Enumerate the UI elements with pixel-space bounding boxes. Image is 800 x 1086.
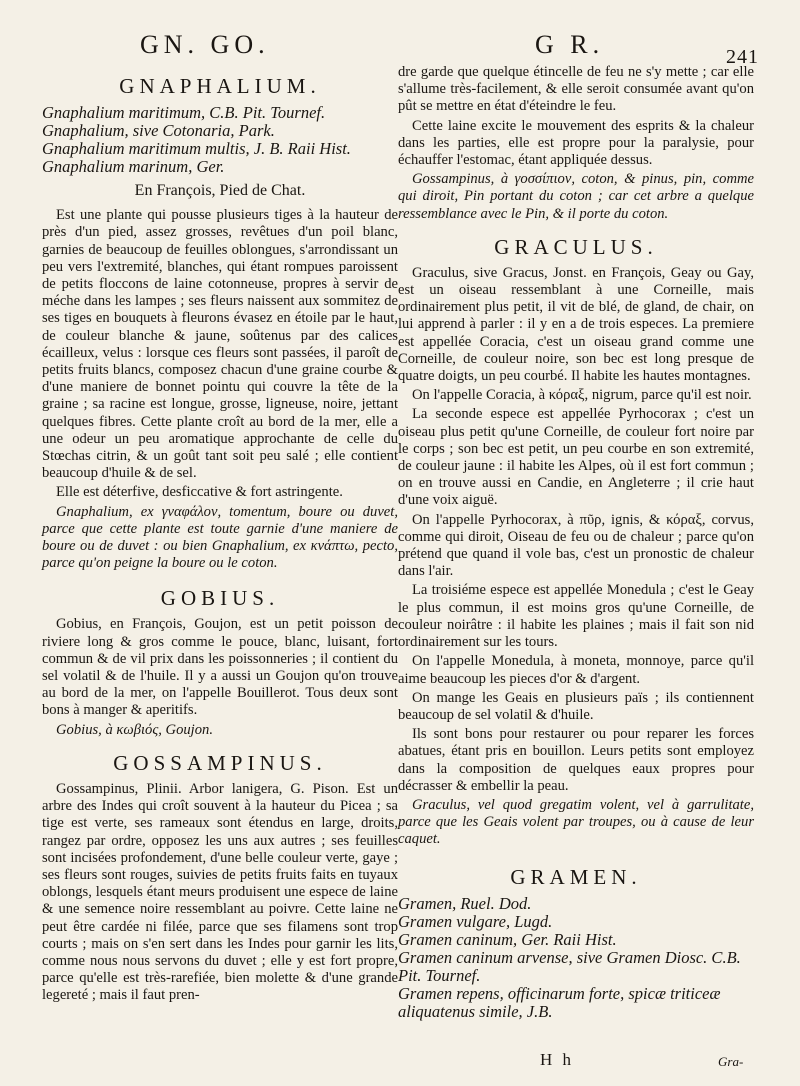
synonym: Gnaphalium marinum, Ger. bbox=[42, 157, 225, 176]
signature-mark: H h bbox=[540, 1050, 575, 1069]
paragraph: Gobius, en François, Goujon, est un petit poisson de riviere long & gros comme le pouce, blanc, luisant, fort commun & de vil prix dans les poissonneries ; il contient du sel volatil & de l'huile. Il y a aussi un Goujon qu'on trouve au bord de la mer, on l'appelle Bouillerot. Tous deux sont bons à manger & aperitifs. bbox=[42, 616, 398, 719]
paragraph: On l'appelle Monedula, à moneta, monnoye, parce qu'il aime beaucoup les pieces d'or & d'argent. bbox=[398, 653, 754, 687]
paragraph: Cette laine excite le mouvement des esprits & la chaleur dans les parties, elle est propre pour la paralysie, pour échauffer l'estomac, étant appliquée dessus. bbox=[398, 117, 754, 169]
synonym: Gnaphalium maritimum, C.B. Pit. Tournef. bbox=[42, 103, 326, 122]
paragraph: Est une plante qui pousse plusieurs tiges à la hauteur de près d'un pied, assez grosses, revêtues d'un poil blanc, garnies de beaucoup de feuilles oblongues, s'arrondissant un peu vers l'extremité, blanches, qui étant rompues paroissent de petits floccons de laine cotonneuse, propres à servir de méche dans les lampes ; ses fleurs naissent aux sommitez de ses tiges en bouquets à fleurons évasez en étoile par le haut, de couleur blanche & jaune, soûtenus par des calices écailleux, velus : lorsque ces fleurs sont passées, il paroît de petits fruits blancs, composez chacun d'une graine courbe & d'une maniere de bonnet pointu qui couvre la tête de la graine ; sa racine est longue, grosse, ligneuse, noire, jettant quelques fibres. Cette plante croît au bord de la mer, elle a une odeur un peu aromatique approchante de celle du Stœchas citrin, & un goût tant soit peu salé ; elle contient beaucoup d'huile & de sel. bbox=[42, 207, 398, 482]
etymology-paragraph: Gnaphalium, ex γναφάλον, tomentum, boure ou duvet, parce que cette plante est toute garnie d'une maniere de boure ou de duvet : ou bien Gnaphalium, ex κνάπτω, pecto, parce qu'on peigne la boure ou le coton. bbox=[42, 503, 398, 572]
paragraph-continued: dre garde que quelque étincelle de feu ne s'y mette ; car elle s'allume très-facilement, & elle seroit consumée avant qu'on pût se mettre en état d'éteindre le feu. bbox=[398, 64, 754, 115]
synonym: Gnaphalium maritimum multis, J. B. Raii Hist. bbox=[42, 139, 351, 158]
entry-title-gnaphalium: GNAPHALIUM. bbox=[119, 74, 321, 98]
running-head-right: G R. bbox=[535, 30, 605, 59]
synonym: Gramen, Ruel. Dod. bbox=[398, 893, 532, 913]
entry-title-gossampinus: GOSSAMPINUS. bbox=[113, 750, 327, 775]
synonym: Gramen caninum, Ger. Raii Hist. bbox=[398, 929, 617, 949]
right-column bbox=[398, 64, 754, 1021]
page-number: 241 bbox=[726, 46, 759, 68]
paragraph: Elle est déterfive, desficcative & fort astringente. bbox=[56, 484, 343, 501]
left-column bbox=[42, 64, 398, 1007]
french-name: En François, Pied de Chat. bbox=[134, 182, 306, 199]
paragraph: La troisiéme espece est appellée Monedula ; c'est le Geay le plus commun, il est moins gros qu'une Corneille, de couleur noirâtre : il habite les plaines ; mais il fait son nid ordinairement sur les tours. bbox=[398, 582, 754, 651]
entry-title-graculus: GRACULUS. bbox=[494, 234, 658, 259]
synonym: Gnaphalium, sive Cotonaria, Park. bbox=[42, 121, 275, 140]
paragraph: On mange les Geais en plusieurs païs ; ils contiennent beaucoup de sel volatil & d'huile. bbox=[398, 689, 754, 723]
etymology-paragraph: Gossampinus, à γοσσίπιον, coton, & pinus, pin, comme qui diroit, Pin portant du coton ; car cet arbre a quelque ressemblance avec le Pin, & il porte du coton. bbox=[398, 171, 754, 222]
paragraph: La seconde espece est appellée Pyrhocorax ; c'est un oiseau plus petit qu'une Corneille, de couleur fort noire par le corps ; son bec est petit, un peu courbe en son extremité, de couleur jaune : il habite les Alpes, où il est fort commun ; on en trouve aussi en Candie, en Angleterre ; il crie haut d'une voix aiguë. bbox=[398, 406, 754, 509]
entry-title-gobius: GOBIUS. bbox=[160, 586, 280, 611]
paragraph: On l'appelle Pyrhocorax, à πῦρ, ignis, & κόραξ, corvus, comme qui diroit, Oiseau de feu ou de chaleur ; parce qu'on prétend que quand il vole bas, c'est un pronostic de chaleur dans l'air. bbox=[398, 511, 754, 580]
entry-title-gramen: GRAMEN. bbox=[510, 864, 642, 889]
paragraph: Gossampinus, Plinii. Arbor lanigera, G. Pison. Est un arbre des Indes qui croît souvent à la hauteur du Picea ; sa tige est verte, ses rameaux sont étendus en large, droits, rangez par ordre, opposez les uns aux autres ; ses feuilles sont incisées profondement, d'une belle couleur verte, gaye ; ses fleurs sont rouges, suivies de petits fruits faits en tuyaux oblongs, lesquels étant meurs produisent une espece de laine & une semence noire ressemblant au poivre. Cette laine ne peut être cardée ni filée, parce que ses filamens sont trop courts ; mais on s'en sert dans les Indes pour garnir les lits, comme nous nous servons du duvet ; elle y est fort propre, parce qu'elle est très-rarefiée, bien molette & d'une grande legereté ; mais il faut pren- bbox=[42, 780, 398, 1004]
synonym: Gramen vulgare, Lugd. bbox=[398, 911, 553, 931]
etymology-paragraph: Gobius, à κωβιός, Goujon. bbox=[56, 721, 213, 738]
paragraph: On l'appelle Coracia, à κόραξ, nigrum, parce qu'il est noir. bbox=[412, 387, 752, 404]
synonym: Gramen repens, officinarum forte, spicæ triticeæ aliquatenus simile, J.B. bbox=[398, 983, 721, 1021]
catchword: Gra- bbox=[718, 1054, 744, 1069]
paragraph: Ils sont bons pour restaurer ou pour reparer les forces abatues, étant pris en bouillon. Leurs petits sont employez dans la composition de quelques eaux propres pour décrasser & embellir la peau. bbox=[398, 726, 754, 794]
paragraph: Graculus, sive Gracus, Jonst. en François, Geay ou Gay, est un oiseau ressemblant à une Corneille, mais ordinairement plus petit, il vit de blé, de gland, de chair, on lui apprend à parler : il y en a de trois especes. La premiere est appellée Coracia, c'est un oiseau grand comme une Corneille, de couleur noire, son bec est long presque de quatre doigts, un peu courbé. Il habite les hautes montagnes. bbox=[398, 264, 754, 385]
synonym: Gramen caninum arvense, sive Gramen Diosc. C.B. Pit. Tournef. bbox=[398, 947, 741, 985]
running-head-left: GN. GO. bbox=[140, 30, 270, 59]
etymology-paragraph: Graculus, vel quod gregatim volent, vel à garrulitate, parce que les Geais volent par troupes, ou à cause de leur caquet. bbox=[398, 796, 754, 848]
